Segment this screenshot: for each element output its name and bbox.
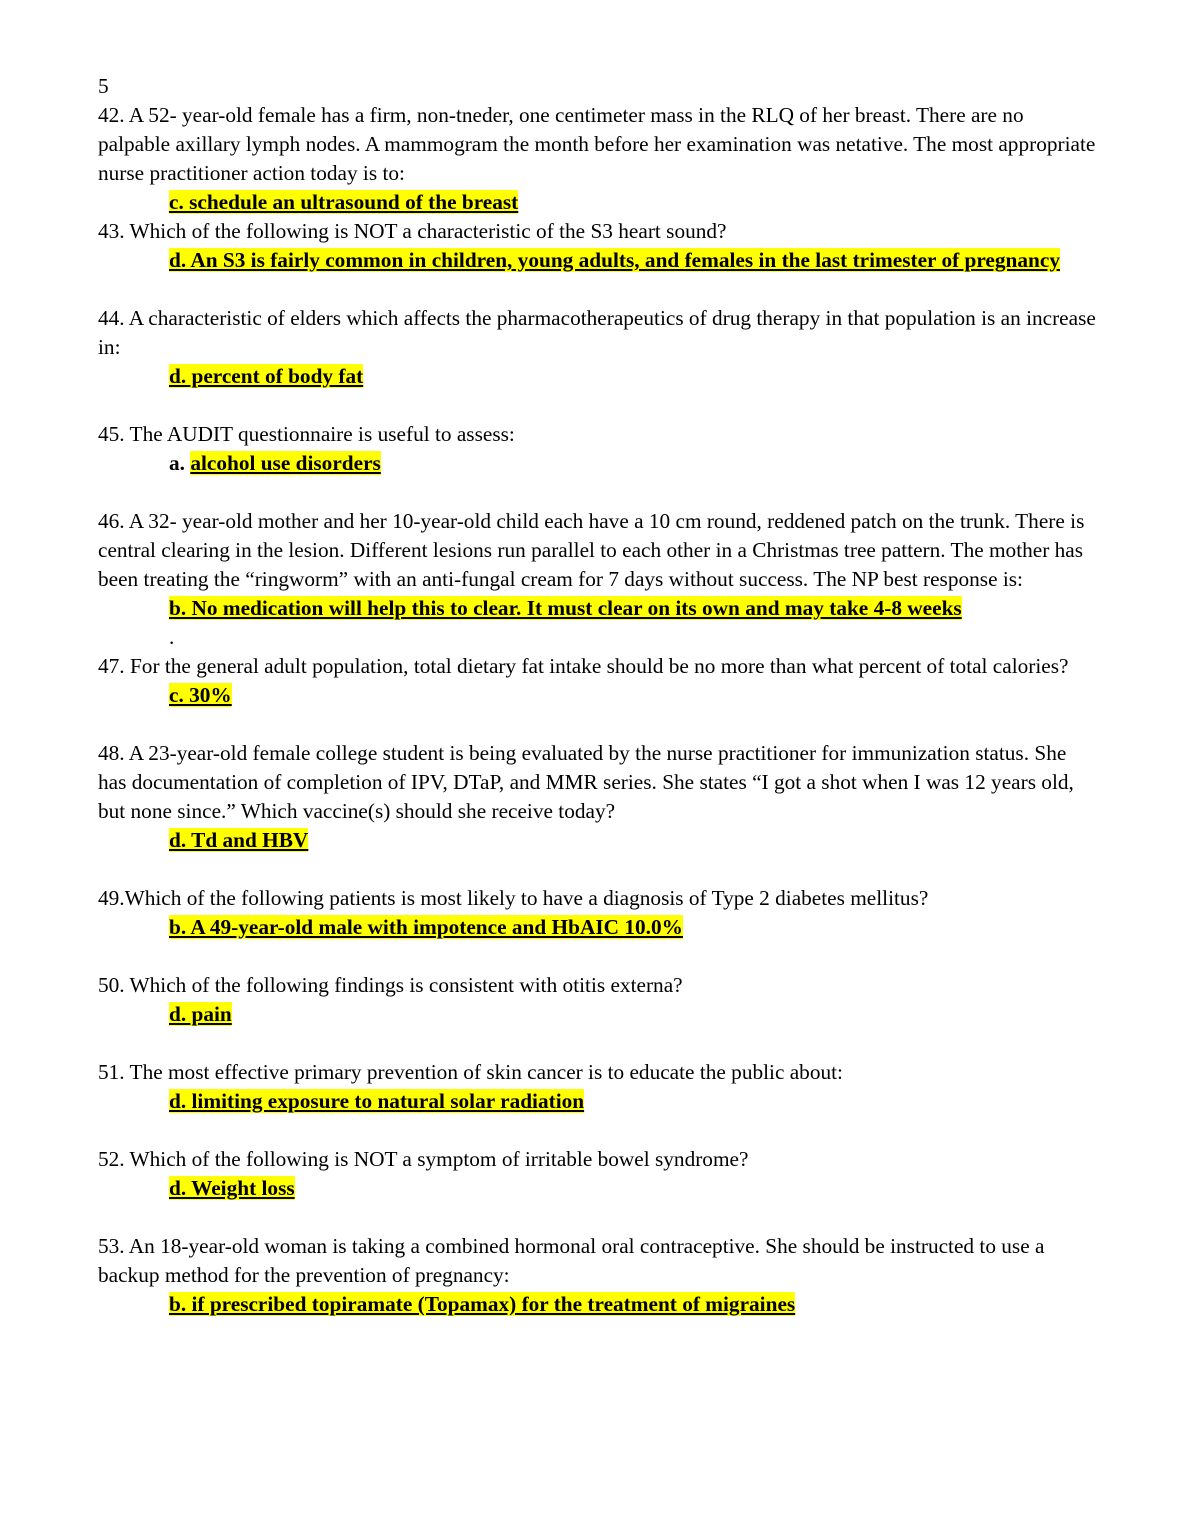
- question-44: 44. A characteristic of elders which affects the pharmacotherapeutics of drug therapy in that population is an increase in:: [98, 306, 1096, 359]
- answer-44-highlight: d. percent of body fat: [169, 364, 364, 388]
- answer-45-prefix: a.: [169, 451, 185, 475]
- spacer: [98, 1116, 1098, 1145]
- answer-45: [98, 449, 1098, 478]
- question-52: 52. Which of the following is NOT a symptom of irritable bowel syndrome?: [98, 1147, 749, 1171]
- answer-46: [98, 594, 1098, 623]
- question-51: 51. The most effective primary prevention of skin cancer is to educate the public about:: [98, 1060, 843, 1084]
- spacer: [98, 391, 1098, 420]
- answer-50: [98, 1000, 1098, 1029]
- answer-49: [98, 913, 1098, 942]
- answer-43: [98, 246, 1098, 275]
- answer-43-highlight: d. An S3 is fairly common in children, young adults, and females in the last trimester of pregnancy: [169, 248, 1060, 272]
- answer-45-highlight: alcohol use disorders: [190, 451, 381, 475]
- answer-42: [98, 188, 1098, 217]
- spacer: [98, 942, 1098, 971]
- page-number: 5: [98, 74, 109, 98]
- answer-53: [98, 1290, 1098, 1319]
- answer-52: [98, 1174, 1098, 1203]
- question-53: 53. An 18-year-old woman is taking a combined hormonal oral contraceptive. She should be instructed to use a backup method for the prevention of pregnancy:: [98, 1234, 1045, 1287]
- document-page: [98, 72, 1098, 1319]
- question-42: 42. A 52- year-old female has a firm, non-tneder, one centimeter mass in the RLQ of her breast. There are no palpable axillary lymph nodes. A mammogram the month before her examination was netative. The most appropriate nurse practitioner action today is to:: [98, 103, 1096, 185]
- spacer: [98, 275, 1098, 304]
- spacer: [98, 855, 1098, 884]
- answer-53-highlight: b. if prescribed topiramate (Topamax) for the treatment of migraines: [169, 1292, 796, 1316]
- question-48: 48. A 23-year-old female college student is being evaluated by the nurse practitioner for immunization status. She has documentation of completion of IPV, DTaP, and MMR series. She states “I got a shot when I was 12 years old, but none since.” Which vaccine(s) should she receive today?: [98, 741, 1074, 823]
- trailing-dot: .: [169, 625, 175, 649]
- question-50: 50. Which of the following findings is consistent with otitis externa?: [98, 973, 683, 997]
- answer-52-highlight: d. Weight loss: [169, 1176, 295, 1200]
- answer-46-highlight: b. No medication will help this to clear. It must clear on its own and may take 4-8 weeks: [169, 596, 962, 620]
- question-43: 43. Which of the following is NOT a characteristic of the S3 heart sound?: [98, 219, 727, 243]
- question-47: 47. For the general adult population, total dietary fat intake should be no more than what percent of total calories?: [98, 654, 1069, 678]
- answer-44: [98, 362, 1098, 391]
- spacer: [98, 1029, 1098, 1058]
- answer-51: [98, 1087, 1098, 1116]
- question-49: 49.Which of the following patients is most likely to have a diagnosis of Type 2 diabetes mellitus?: [98, 886, 929, 910]
- answer-49-highlight: b. A 49-year-old male with impotence and HbAIC 10.0%: [169, 915, 683, 939]
- question-46: 46. A 32- year-old mother and her 10-year-old child each have a 10 cm round, reddened patch on the trunk. There is central clearing in the lesion. Different lesions run parallel to each other in a Christmas tree pattern. The mother has been treating the “ringworm” with an anti-fungal cream for 7 days without success. The NP best response is:: [98, 509, 1085, 591]
- spacer: [98, 710, 1098, 739]
- spacer: [98, 1203, 1098, 1232]
- answer-47: [98, 681, 1098, 710]
- answer-47-highlight: c. 30%: [169, 683, 232, 707]
- spacer: [98, 478, 1098, 507]
- answer-51-highlight: d. limiting exposure to natural solar radiation: [169, 1089, 585, 1113]
- answer-48: [98, 826, 1098, 855]
- answer-50-highlight: d. pain: [169, 1002, 232, 1026]
- answer-42-highlight: c. schedule an ultrasound of the breast: [169, 190, 519, 214]
- question-45: 45. The AUDIT questionnaire is useful to assess:: [98, 422, 515, 446]
- answer-48-highlight: d. Td and HBV: [169, 828, 309, 852]
